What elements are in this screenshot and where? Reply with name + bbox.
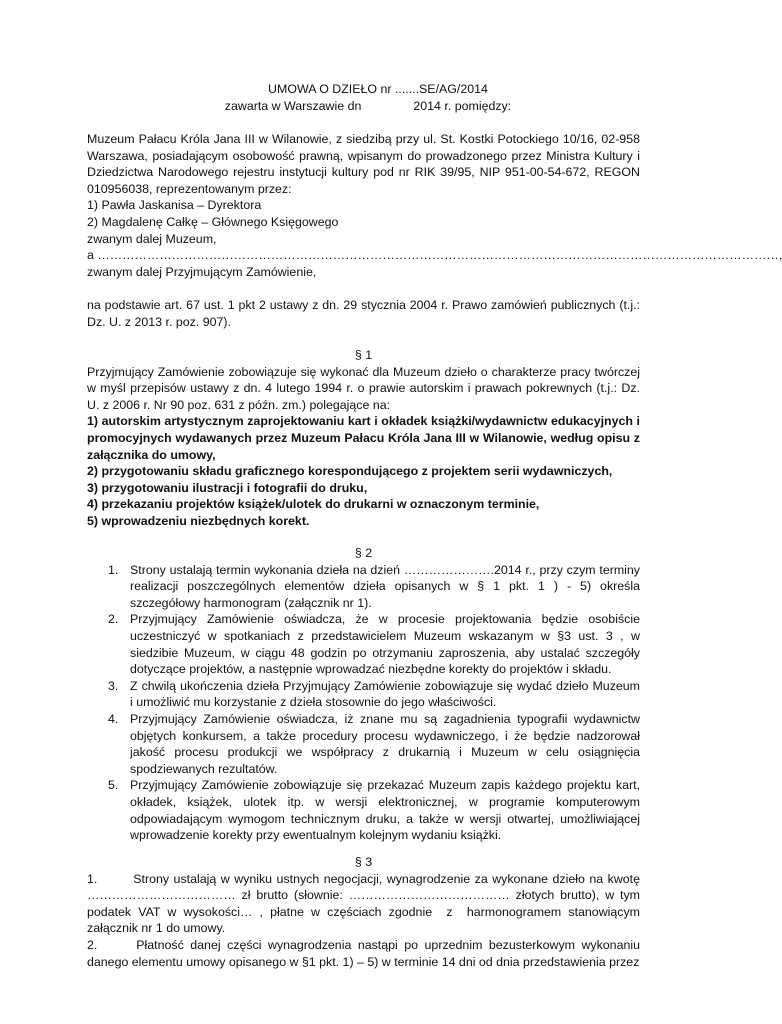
list-item: 4. Przyjmujący Zamówienie oświadcza, iż znane mu są zagadnienia typografii wydawnictw objętych konkursem, a także procedury procesu wydawniczego, i że będzie nadzorował jakość procesu produkcji we współpracy z drukarnią i Muzeum w celu osiągnięcia spodziewanych rezultatów.	[108, 711, 640, 776]
section-2-list	[87, 562, 640, 844]
section-1-item: 2) przygotowaniu składu graficznego korespondującego z projektem serii wydawniczych,	[87, 464, 613, 479]
section-3-item: 2. Płatność danej części wynagrodzenia nastąpi po uprzednim bezusterkowym wykonaniu danego elementu umowy opisanego w §1 pkt. 1) – 5) w terminie 14 dni od dnia przedstawienia przez	[87, 937, 644, 969]
legal-basis	[87, 297, 640, 330]
list-item: 5. Przyjmujący Zamówienie zobowiązuje się przekazać Muzeum zapis każdego projektu kart, okładek, książek, ulotek itp. w wersji elektronicznej, w programie komputerowym odpowiadającym wymogom technicznym druku, a także w wersji otwartej, umożliwiającej wprowadzenie korekty przy ewentualnym kolejnym wydaniu książki.	[108, 778, 640, 843]
subtitle-place: zawarta w Warszawie dn	[224, 99, 362, 113]
section-1	[87, 347, 640, 530]
section-1-intro: Przyjmujący Zamówienie zobowiązuje się wykonać dla Muzeum dzieło o charakterze pracy twórczej w myśl przepisów ustawy z dn. 4 lutego 1994 r. o prawie autorskim i prawach pokrewnych (t.j.: Dz. U. z 2006 r. Nr 90 poz. 631 z późn. zm.) polegające na:	[87, 364, 640, 412]
legal-basis-text: na podstawie art. 67 ust. 1 pkt 2 ustawy z dn. 29 stycznia 2004 r. Prawo zamówień publicznych (t.j.: Dz. U. z 2013 r. poz. 907).	[87, 298, 640, 329]
subtitle-date: 2014 r. pomiędzy:	[413, 99, 512, 113]
contract-title: UMOWA O DZIEŁO nr .......SE/AG/2014	[268, 82, 488, 96]
representative-1: 1) Pawła Jaskanisa – Dyrektora	[87, 198, 262, 213]
representative-2: 2) Magdalenę Całkę – Głównego Księgowego	[87, 214, 339, 229]
list-item: 1. Strony ustalają termin wykonania dzieła na dzień ………………….2014 r., przy czym terminy realizacji poszczególnych elementów dzieła opisanych w § 1 pkt. 1 ) - 5) określa szczegółowy harmonogram (załącznik nr 1).	[108, 562, 640, 610]
section-1-item: 1) autorskim artystycznym zaprojektowaniu kart i okładek książki/wydawnictw edukacyjnych i promocyjnych wydawanych przez Muzeum Pałacu Króla Jana III w Wilanowie, według opisu z załącznika do umowy,	[87, 414, 640, 462]
section-3-item: 1. Strony ustalają w wyniku ustnych negocjacji, wynagrodzenie za wykonane dzieło na kwotę ……………………………… zł brutto (słownie: ………………………………… złotych brutto), w tym podatek VAT w wysokości… , płatne w częściach zgodnie z harmonogramem stanowiącym załącznik nr 1 do umowy.	[87, 871, 644, 936]
list-item: 2. Przyjmujący Zamówienie oświadcza, że w procesie projektowania będzie osobiście uczestniczyć w spotkaniach z przedstawicielem Muzeum wskazanym w §3 ust. 3 , w siedzibie Muzeum, w ciągu 48 godzin po otrzymaniu zaproszenia, aby ustalać szczegóły dotyczące projektów, a następnie wprowadzać niezbędne korekty do projektów i składu.	[108, 612, 640, 677]
contractor-line: a …………………………………………………………………………………………………………………………………………………,	[87, 248, 782, 263]
section-1-item: 4) przekazaniu projektów książek/ulotek do drukarni w oznaczonym terminie,	[87, 497, 540, 512]
section-1-heading: § 1	[354, 348, 373, 362]
list-item: 3. Z chwilą ukończenia dzieła Przyjmujący Zamówienie zobowiązuje się wydać dzieło Muzeum i umożliwić mu korzystanie z dzieła stosownie do jego właściwości.	[108, 678, 640, 710]
section-2	[87, 545, 640, 844]
section-3-heading: § 3	[354, 855, 373, 869]
called-museum: zwanym dalej Muzeum,	[87, 231, 217, 246]
museum-description: Muzeum Pałacu Króla Jana III w Wilanowie, z siedzibą przy ul. St. Kostki Potockiego 10/16, 02-958 Warszawa, posiadającym osobowość prawną, wpisanym do prowadzonego przez Ministra Kultury i Dziedzictwa Narodowego rejestru instytucji kultury pod nr RIK 39/95, NIP 951-00-54-672, REGON 010956038, reprezentowanym przez:	[87, 132, 640, 196]
parties-section	[87, 131, 782, 280]
section-1-item: 3) przygotowaniu ilustracji i fotografii do druku,	[87, 480, 368, 495]
section-1-item: 5) wprowadzeniu niezbędnych korekt.	[87, 513, 310, 528]
contract-subtitle	[6, 98, 730, 115]
section-3	[87, 854, 644, 970]
called-contractor: zwanym dalej Przyjmującym Zamówienie,	[87, 264, 317, 279]
section-2-heading: § 2	[354, 546, 373, 560]
